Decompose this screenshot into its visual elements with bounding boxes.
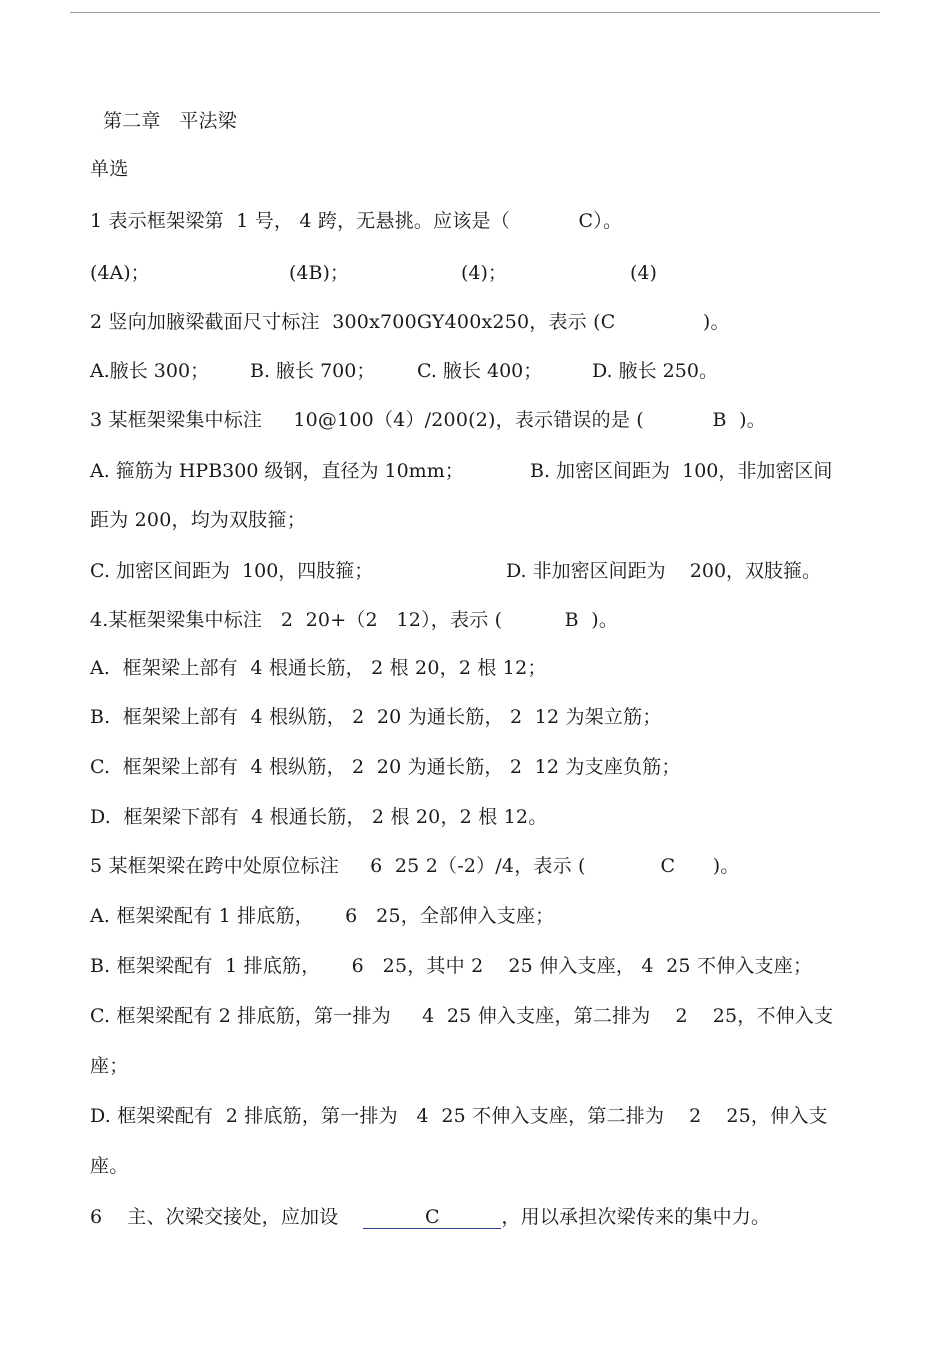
q1-option-a: (4A)；	[90, 262, 150, 284]
question-3-options-ab	[90, 459, 850, 483]
q6-prefix: 6 主、次梁交接处，应加设	[90, 1206, 339, 1228]
q5-option-a: A. 框架梁配有 1 排底筋， 6 25，全部伸入支座；	[90, 905, 555, 927]
q5-option-d: D. 框架梁配有 2 排底筋，第一排为 4 25 不伸入支座，第二排为 2 25，伸入支	[90, 1105, 828, 1127]
q4-option-b: B. 框架梁上部有 4 根纵筋， 2 20 为通长筋， 2 12 为架立筋；	[90, 706, 662, 728]
q2-option-b: B. 腋长 700；	[250, 360, 376, 382]
q1-option-d: (4)	[630, 262, 657, 284]
question-2-options	[90, 359, 850, 383]
q2-option-d: D. 腋长 250。	[592, 360, 718, 382]
chapter-title: 第二章 平法梁	[103, 110, 237, 132]
q4-option-d: D. 框架梁下部有 4 根通长筋， 2 根 20，2 根 12。	[90, 806, 548, 828]
question-2: 2 竖向加腋梁截面尺寸标注 300x700GY400x250，表示 (C )。	[90, 311, 730, 333]
q4-option-a: A. 框架梁上部有 4 根通长筋， 2 根 20，2 根 12；	[90, 657, 547, 679]
question-5: 5 某框架梁在跨中处原位标注 6 25 2（-2）/4，表示 ( C )。	[90, 855, 740, 877]
q1-option-b: (4B)；	[289, 262, 349, 284]
q3-option-b: B. 加密区间距为 100，非加密区间	[530, 460, 833, 482]
q3-option-a: A. 箍筋为 HPB300 级钢，直径为 10mm；	[90, 460, 464, 482]
section-label: 单选	[90, 158, 129, 180]
header-rule	[70, 12, 880, 13]
question-3: 3 某框架梁集中标注 10@100（4）/200(2)，表示错误的是 ( B )。	[90, 409, 766, 431]
q5-option-c-cont: 座；	[90, 1055, 129, 1077]
q6-suffix: ，用以承担次梁传来的集中力。	[501, 1206, 771, 1228]
q5-option-b: B. 框架梁配有 1 排底筋， 6 25，其中 2 25 伸入支座， 4 25 不伸入支座；	[90, 955, 813, 977]
question-6	[90, 1205, 770, 1229]
q1-option-c: (4)；	[461, 262, 507, 284]
question-4: 4.某框架梁集中标注 2 20+（2 12），表示 ( B )。	[90, 609, 619, 631]
q5-option-d-cont: 座。	[90, 1155, 129, 1177]
q4-option-c: C. 框架梁上部有 4 根纵筋， 2 20 为通长筋， 2 12 为支座负筋；	[90, 756, 681, 778]
q3-option-c: C. 加密区间距为 100，四肢箍；	[90, 560, 374, 582]
q2-option-a: A.腋长 300；	[90, 360, 210, 382]
question-3-options-cd	[90, 559, 850, 583]
q6-answer-blank: C	[363, 1206, 501, 1229]
question-1: 1 表示框架梁第 1 号， 4 跨，无悬挑。应该是（ C）。	[90, 210, 623, 232]
question-1-options	[90, 261, 850, 285]
q3-option-d: D. 非加密区间距为 200，双肢箍。	[506, 560, 822, 582]
q3-option-b-cont: 距为 200，均为双肢箍；	[90, 509, 306, 531]
q5-option-c: C. 框架梁配有 2 排底筋，第一排为 4 25 伸入支座，第二排为 2 25，不伸入支	[90, 1005, 834, 1027]
q2-option-c: C. 腋长 400；	[417, 360, 543, 382]
